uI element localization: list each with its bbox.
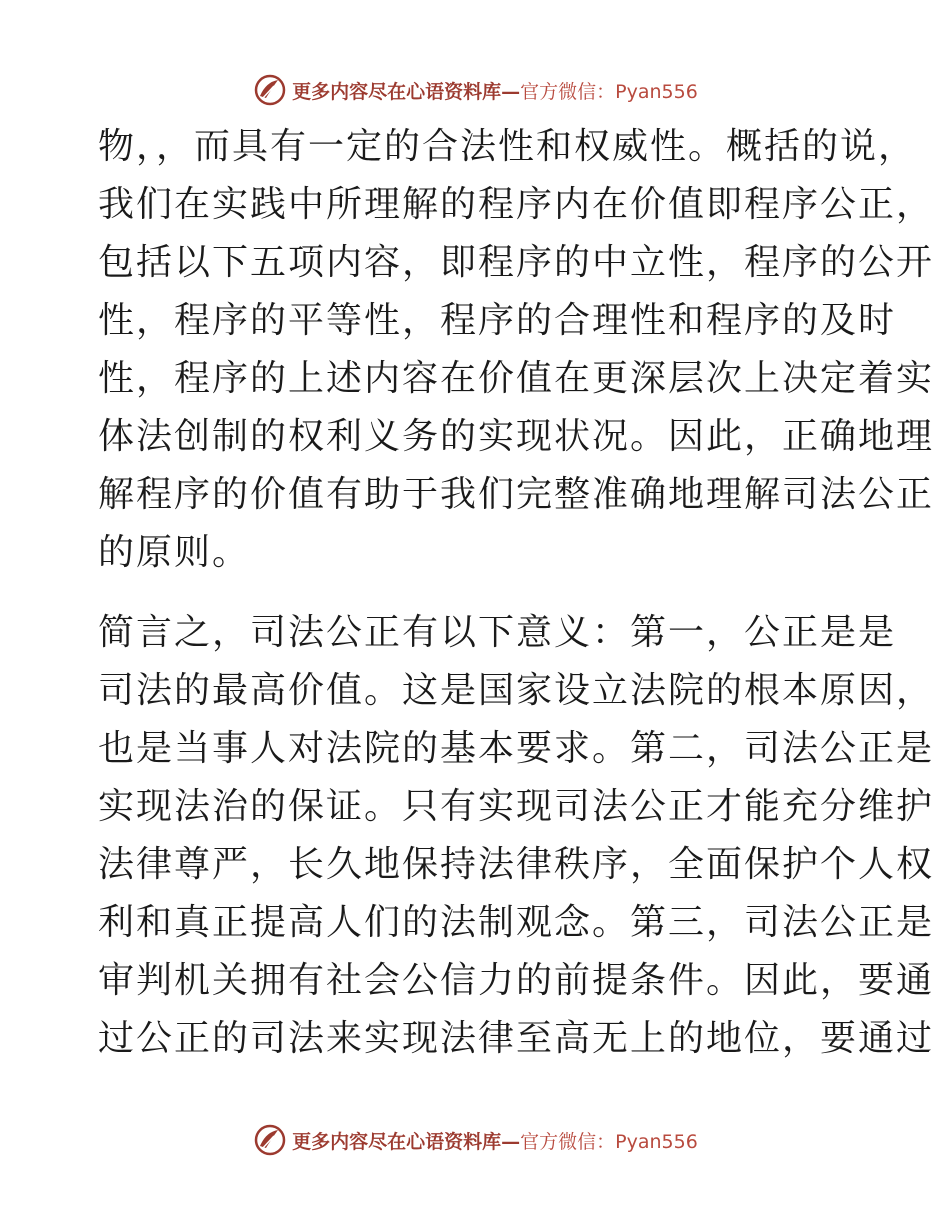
text-line: 过公正的司法来实现法律至高无上的地位，要通过 xyxy=(98,1018,935,1059)
text-line: 法律尊严，长久地保持法律秩序，全面保护个人权 xyxy=(98,844,935,885)
text-line: 简言之，司法公正有以下意义：第一，公正是是 xyxy=(98,612,897,653)
banner-text: 更多内容尽在心语资料库— xyxy=(292,1130,521,1153)
text-line: 性，程序的上述内容在价值在更深层次上决定着实 xyxy=(98,358,935,399)
document-body xyxy=(98,118,935,1068)
banner-wechat: 官方微信：Pyan556 xyxy=(520,80,698,103)
header-banner xyxy=(0,70,950,110)
banner-text: 更多内容尽在心语资料库— xyxy=(292,80,521,103)
paragraph xyxy=(98,118,935,582)
pen-logo-icon xyxy=(252,1122,288,1158)
text-line: 解程序的价值有助于我们完整准确地理解司法公正 xyxy=(98,474,935,515)
text-line: 也是当事人对法院的基本要求。第二，司法公正是 xyxy=(98,728,935,769)
text-line: 性，程序的平等性，程序的合理性和程序的及时 xyxy=(98,300,897,341)
banner-wechat: 官方微信：Pyan556 xyxy=(520,1130,698,1153)
text-line: 体法创制的权利义务的实现状况。因此，正确地理 xyxy=(98,416,935,457)
text-line: 我们在实践中所理解的程序内在价值即程序公正， xyxy=(98,184,935,225)
text-line: 物，，而具有一定的合法性和权威性。概括的说， xyxy=(98,126,917,167)
pen-logo-icon xyxy=(252,72,288,108)
text-line: 审判机关拥有社会公信力的前提条件。因此，要通 xyxy=(98,960,935,1001)
text-line: 实现法治的保证。只有实现司法公正才能充分维护 xyxy=(98,786,935,827)
text-line: 利和真正提高人们的法制观念。第三，司法公正是 xyxy=(98,902,935,943)
footer-banner xyxy=(0,1120,950,1160)
text-line: 包括以下五项内容，即程序的中立性，程序的公开 xyxy=(98,242,935,283)
text-line: 的原则。 xyxy=(98,532,251,573)
text-line: 司法的最高价值。这是国家设立法院的根本原因， xyxy=(98,670,935,711)
paragraph xyxy=(98,604,935,1068)
